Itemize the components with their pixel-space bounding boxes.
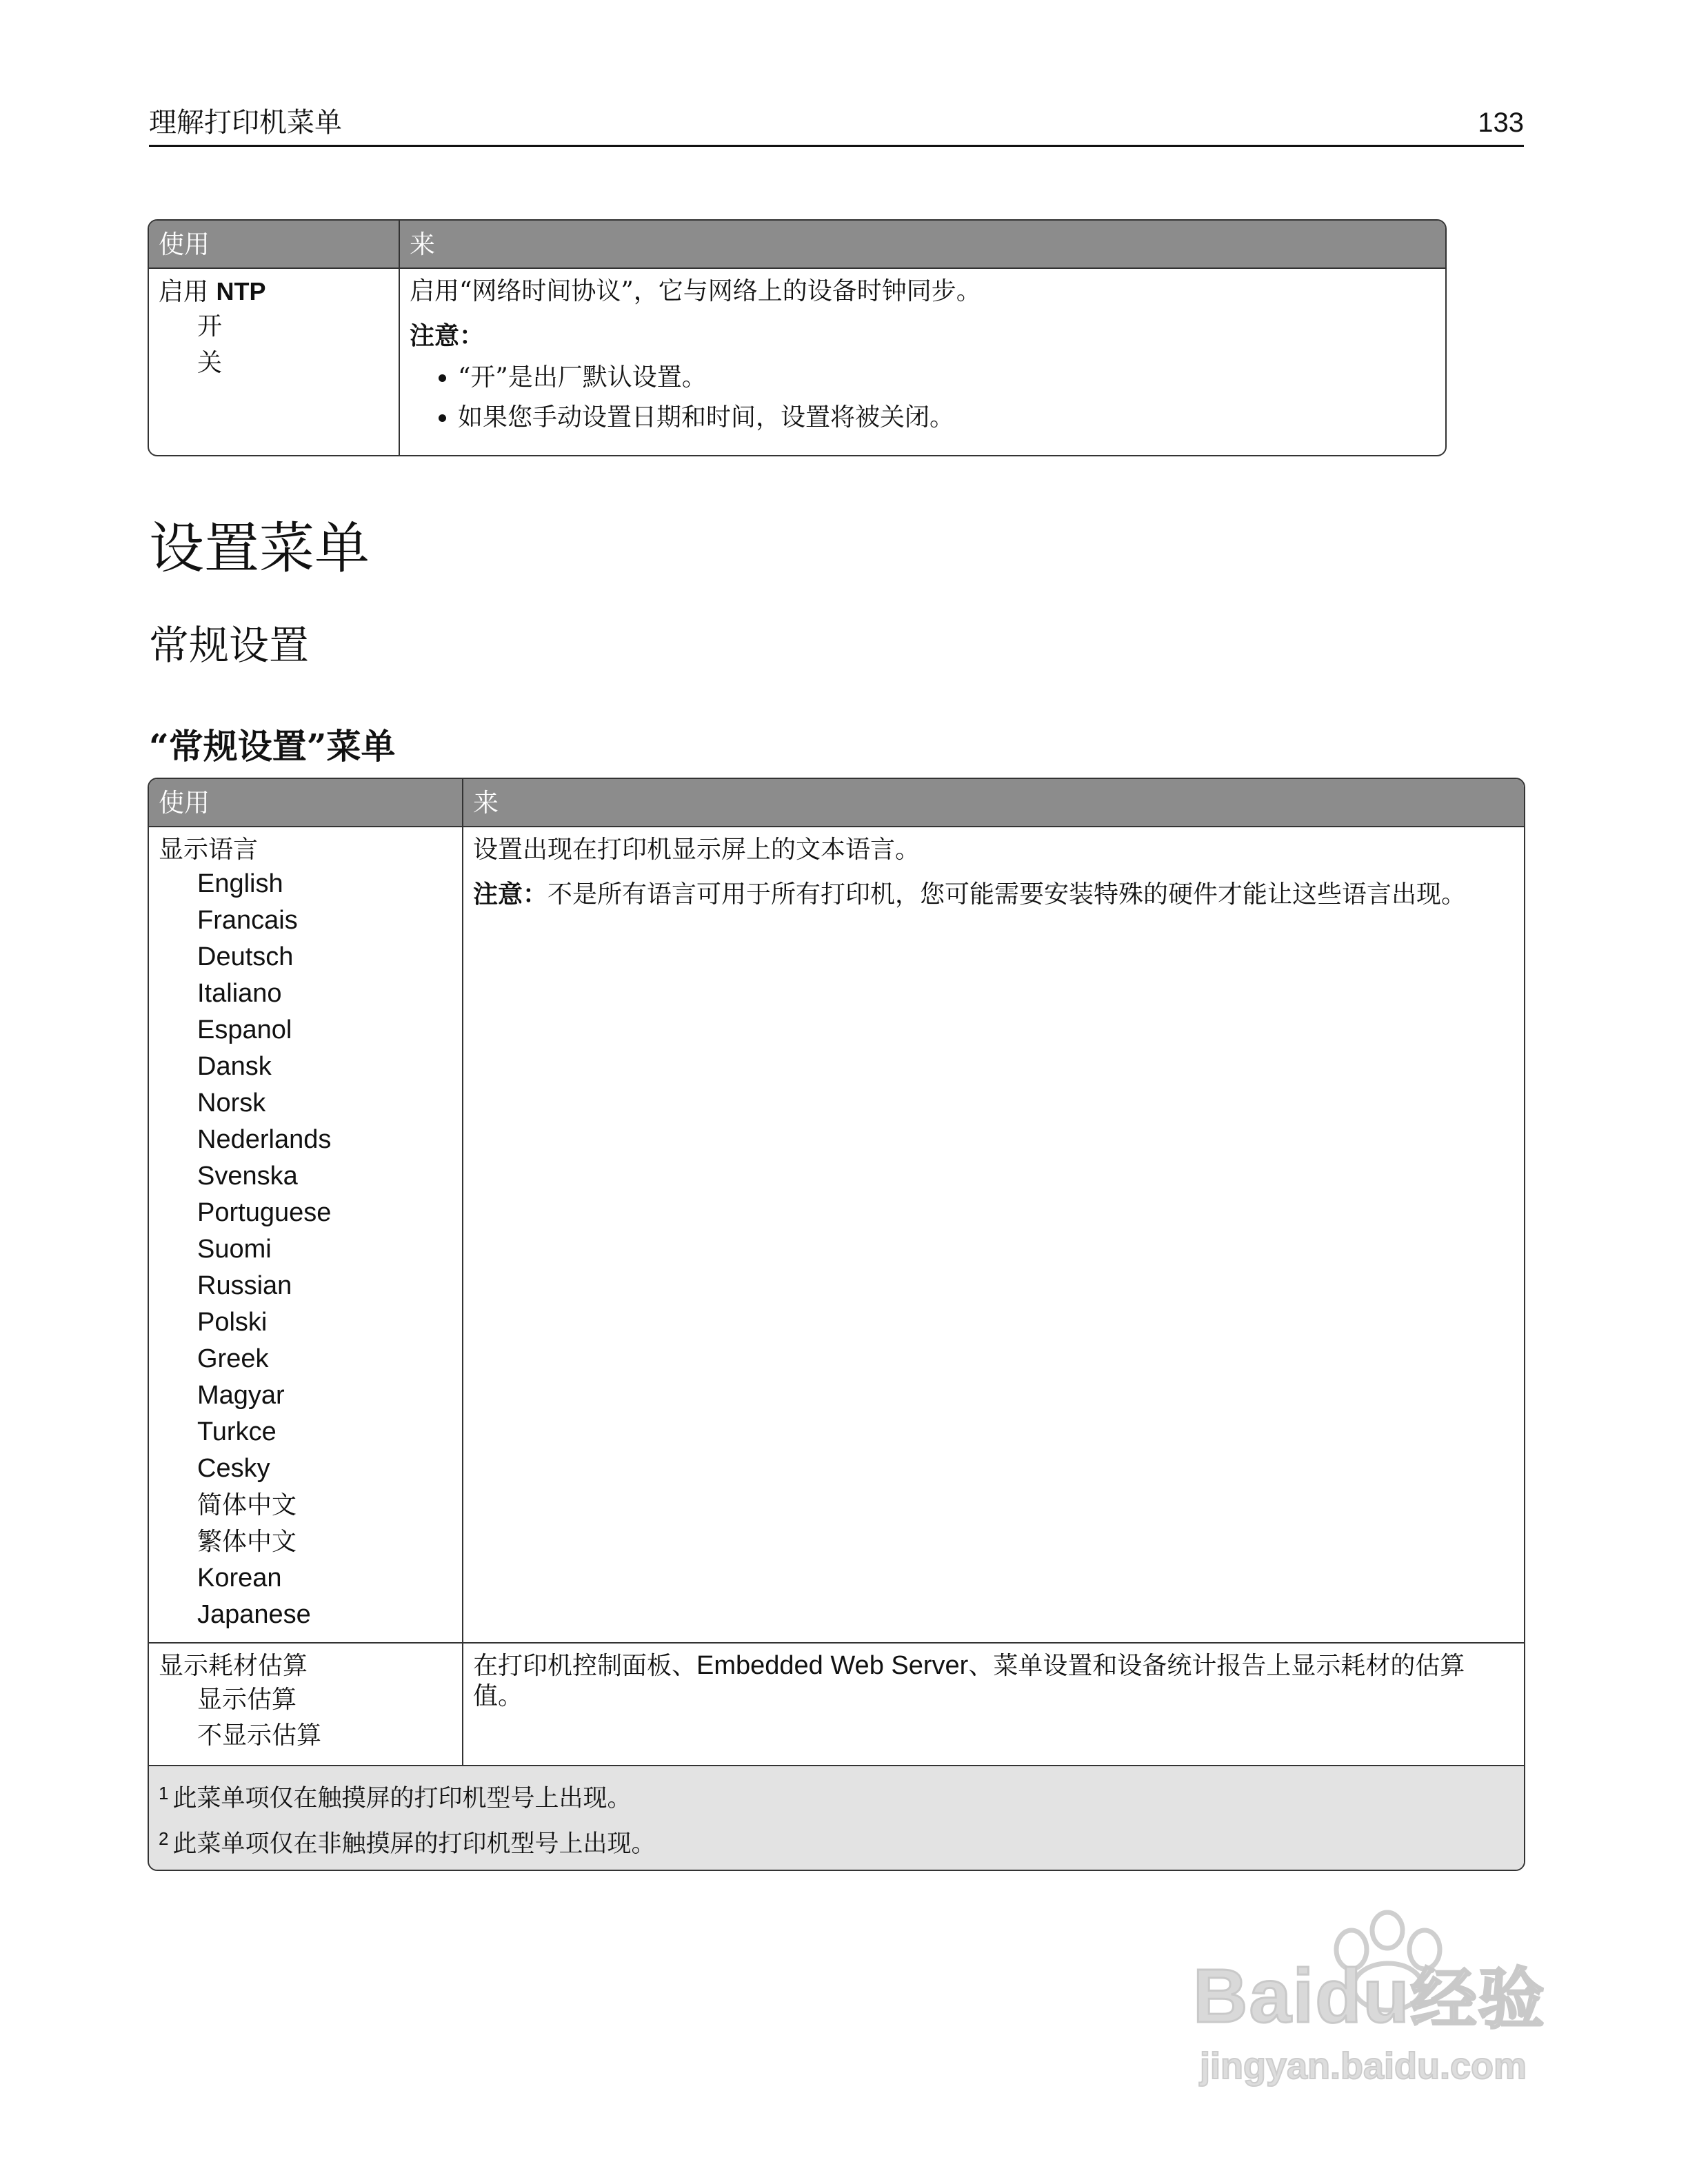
column-header-use: 使用 xyxy=(149,221,399,267)
footnote-text: 此菜单项仅在非触摸屏的打印机型号上出现。 xyxy=(172,1830,656,1858)
description-part: 在打印机控制面板、 xyxy=(473,1652,697,1680)
option-item: Espanol xyxy=(197,1015,292,1044)
option-item: Polski xyxy=(197,1308,268,1337)
description-cell xyxy=(462,1642,1524,1765)
description-text: 设置出现在打印机显示屏上的文本语言。 xyxy=(473,836,921,864)
note-bullet: • “开”是出厂默认设置。 xyxy=(458,358,1436,398)
language-option-list xyxy=(159,866,452,1633)
description-cell xyxy=(399,267,1445,455)
option-item: 开 xyxy=(197,312,223,341)
option-item: Russian xyxy=(197,1271,292,1300)
option-item: Francais xyxy=(197,906,298,935)
table-caption: “常规设置”菜单 xyxy=(149,726,396,767)
brand-cn: 经验 xyxy=(1410,1961,1546,2038)
chapter-title: 理解打印机菜单 xyxy=(149,107,342,139)
watermark-url: jingyan.baidu.com xyxy=(1200,2045,1527,2087)
option-item: Deutsch xyxy=(197,942,294,971)
general-settings-table xyxy=(148,778,1525,1871)
footnote-mark: 2 xyxy=(159,1828,169,1849)
table-header-row xyxy=(149,779,1524,826)
footnote xyxy=(159,1819,1514,1864)
description-cell xyxy=(462,826,1524,1642)
option-item: 简体中文 xyxy=(197,1491,297,1519)
option-item: Portuguese xyxy=(197,1198,332,1227)
note-bullet-list xyxy=(410,358,1436,438)
option-list xyxy=(159,1682,452,1754)
note-paragraph xyxy=(410,320,1436,352)
column-header-use: 使用 xyxy=(149,779,462,826)
footnotes-cell xyxy=(149,1765,1524,1870)
option-item: Nederlands xyxy=(197,1125,332,1154)
option-item: 繁体中文 xyxy=(197,1528,297,1556)
note-label: 注意： xyxy=(473,880,548,909)
table-row xyxy=(149,1642,1524,1765)
option-item: Korean xyxy=(197,1564,282,1593)
footnote-mark: 1 xyxy=(159,1783,169,1803)
note-paragraph xyxy=(473,878,1514,911)
menu-item-name: NTP xyxy=(216,277,266,305)
note-label: 注意： xyxy=(410,321,485,350)
menu-item-label: 显示耗材估算 xyxy=(159,1652,308,1680)
running-header xyxy=(149,106,1524,147)
option-item: Dansk xyxy=(197,1052,272,1081)
footnote xyxy=(159,1773,1514,1819)
product-name: Embedded Web Server xyxy=(696,1651,969,1680)
option-item: Italiano xyxy=(197,979,282,1008)
description-part: 、菜单设置和设备统计报告上显示耗材的估算值。 xyxy=(473,1652,1465,1710)
menu-item-cell xyxy=(149,826,462,1642)
watermark-brand xyxy=(1193,1955,1546,2041)
subsection-title: 常规设置 xyxy=(149,622,310,669)
option-item: Svenska xyxy=(197,1162,298,1191)
option-list xyxy=(159,308,389,381)
table-header-row xyxy=(149,221,1445,267)
page-number: 133 xyxy=(1478,108,1524,138)
menu-item-cell xyxy=(149,1642,462,1765)
section-title: 设置菜单 xyxy=(149,516,370,580)
option-item: 不显示估算 xyxy=(197,1721,322,1750)
brand-latin: Bai xyxy=(1193,1954,1316,2039)
menu-item-label: 显示语言 xyxy=(159,836,259,864)
menu-item-cell xyxy=(149,267,399,455)
option-item: Japanese xyxy=(197,1600,311,1629)
option-item: Cesky xyxy=(197,1454,270,1483)
option-item: 关 xyxy=(197,349,223,377)
description-text: 启用“网络时间协议”，它与网络上的设备时钟同步。 xyxy=(410,277,981,305)
description-text xyxy=(473,1650,1514,1712)
option-item: 显示估算 xyxy=(197,1686,297,1714)
column-header-to: 来 xyxy=(462,779,1524,826)
note-bullet: • 如果您手动设置日期和时间，设置将被关闭。 xyxy=(458,398,1436,438)
footnote-row xyxy=(149,1765,1524,1870)
note-text: 不是所有语言可用于所有打印机，您可能需要安装特殊的硬件才能让这些语言出现。 xyxy=(547,880,1467,909)
column-header-to: 来 xyxy=(399,221,1445,267)
option-item: English xyxy=(197,869,283,898)
option-item: Greek xyxy=(197,1344,269,1373)
option-item: Magyar xyxy=(197,1381,285,1410)
footnote-text: 此菜单项仅在触摸屏的打印机型号上出现。 xyxy=(172,1785,632,1812)
menu-item-label xyxy=(159,276,389,308)
option-item: Norsk xyxy=(197,1089,266,1118)
table-row xyxy=(149,826,1524,1642)
ntp-menu-table xyxy=(148,219,1447,456)
option-item: Turkce xyxy=(197,1417,277,1446)
brand-du: du xyxy=(1315,1954,1411,2039)
table-row xyxy=(149,267,1445,455)
option-item: Suomi xyxy=(197,1235,272,1264)
menu-item-prefix: 启用 xyxy=(159,278,209,306)
baidu-jingyan-watermark xyxy=(1186,1910,1600,2116)
